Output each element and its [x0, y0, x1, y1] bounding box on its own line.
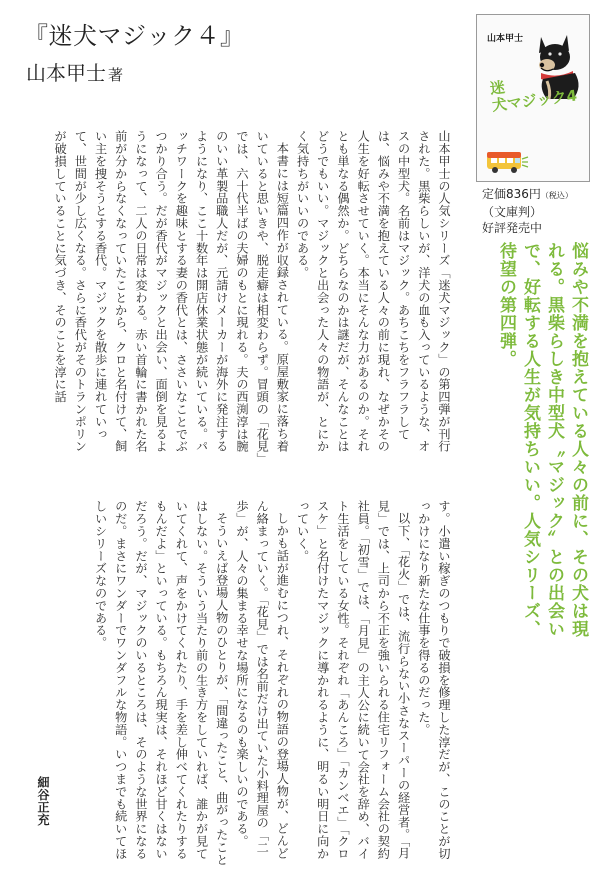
- review-text-lower: [30, 500, 454, 868]
- review-paragraph: 以下、「花火」では、流行らない小さなスーパーの経営者。「月見」では、上司から不正を強いられる住宅リフォーム会社の契約社員。「初雪」では、「月見」の主人公に続いて会社を辞め、バイト生活をしている女性。それぞれ「あんころ」「カンベエ」「クロスケ」と名付けたマジックに導かれるように、明るい明日に向かっていく。: [295, 500, 411, 860]
- author-name: 山本甲士: [26, 61, 106, 85]
- book-title: 『迷犬マジック４』: [24, 22, 245, 50]
- review-paragraph: 本書には短篇四作が収録されている。原屋敷家に落ち着いていると思いきや、脱走癖は相変わらず。冒頭の「花見」では、六十代半ばの夫婦のもとに現れる。夫の西渕淳は腕のいい革製品職人だが、元請けメーカーが海外に発注するようになり、ここ十数年は開店休業状態が続いている。パッチワークを趣味とする妻の香代とは、ささいなことでぶつかり合う。だが香代がマジックと出会い、面倒を見るようになって、二人の日常は変わる。赤い首輪に書かれた名前が分からなくなっていたことから、クロと名付けて、飼い主を捜そうとする香代。マジックを散歩に連れていって、世間が少し広くなる。さらに香代がそのトランポリンが破損していることに気づき、そのことを淳に話: [53, 130, 290, 459]
- cover-author: 山本甲士: [487, 34, 524, 44]
- review-paragraph: そういえば登場人物のひとりが、「間違ったこと、曲がったことはしない。そういう当たり前の生き方をしていれば、誰かが見ていてくれて、声をかけてくれたり、手を差し伸べてくれたりするもんだよ」といっている。もちろん現実は、それほど甘くはないだろう。だが、マジックのいるところは、そのような世界になるのだ。まさにワンダーでワンダフルな物語。いつまでも続いてほしいシリーズなのである。: [93, 500, 229, 866]
- review-paragraph: 山本甲士の人気シリーズ「迷犬マジック」の第四弾が刊行された。黒柴らしいが、洋犬の血も入っているような、オスの中型犬。名前はマジック。あちこちをフラフラしては、悩みや不満を抱えている人々の前に現れ、なぜかその人生を好転させていく。本当にそんな力があるのか。それとも単なる偶然か。どちらなのかは謎だが、そんなことはどうでもいい。マジックと出会った人々の物語が、とにかく気持ちがいいのである。: [295, 130, 451, 453]
- review-text-upper: [30, 130, 454, 462]
- book-cover: [476, 14, 590, 182]
- price-line: [482, 186, 573, 204]
- bus-illustration-icon: [485, 147, 529, 175]
- format-line: （文庫判）: [482, 205, 543, 219]
- price-tax-note: （税込）: [540, 191, 573, 200]
- tagline: 悩みや不満を抱えている人々の前に、その犬は現れる。黒柴らしき中型犬〝マジック〟との出会いで、好転する人生が気持ちいい。人気シリーズ、待望の第四弾。: [496, 242, 588, 638]
- price-info: [482, 186, 573, 236]
- book-author: [26, 60, 123, 88]
- cover-title: 迷 犬マジック4: [488, 78, 578, 115]
- review-paragraph: しかも話が進むにつれ、それぞれの物語の登場人物が、どんどん絡まっていく。「花見」では名前だけ出ていた小料理屋の「二歩」が、人々の集まる幸せな場所になるのも楽しいのである。: [234, 500, 290, 860]
- availability-line: 好評発売中: [482, 221, 543, 235]
- price-value: 定価836円: [482, 187, 541, 201]
- author-suffix: 著: [108, 66, 124, 84]
- reviewer-signature: 細谷正充: [36, 776, 50, 826]
- review-paragraph: す。小遣い稼ぎのつもりで破損を修理した淳だが、このことが切っかけになり新たな仕事を得るのだった。: [416, 500, 451, 860]
